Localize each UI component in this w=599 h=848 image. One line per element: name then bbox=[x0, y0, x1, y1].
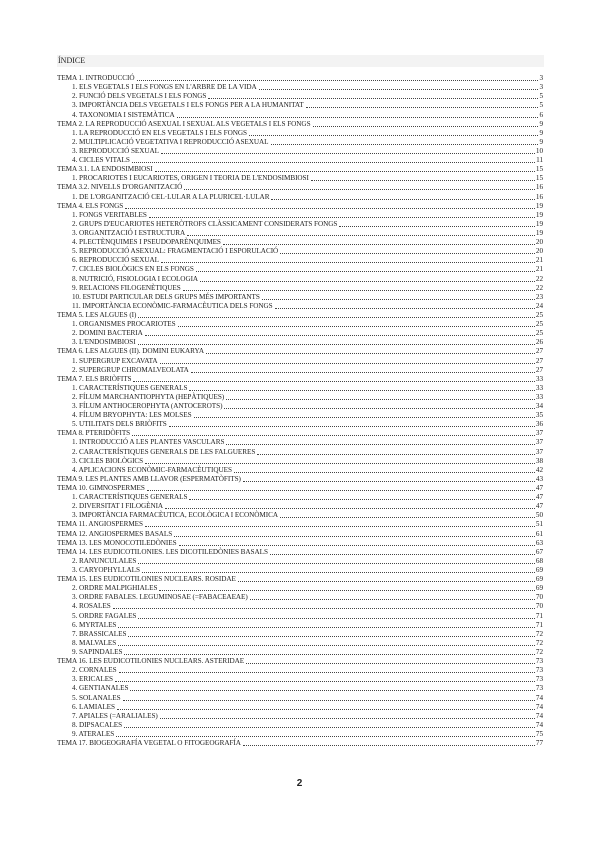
dot-leader bbox=[262, 299, 535, 300]
toc-chapter-entry[interactable] bbox=[57, 311, 543, 320]
toc-subentry[interactable] bbox=[57, 630, 543, 639]
toc-subentry[interactable] bbox=[57, 192, 543, 201]
toc-entry-title: 2. GRUPS D'EUCARIOTES HETERÒTROFS CLÀSSICAMENT CONSIDERATS FONGS bbox=[72, 219, 338, 228]
toc-subentry[interactable] bbox=[57, 693, 543, 702]
toc-chapter-entry[interactable] bbox=[57, 484, 543, 493]
toc-entry-page: 25 bbox=[535, 329, 543, 338]
toc-entry-page: 73 bbox=[535, 657, 543, 666]
dot-leader bbox=[123, 700, 535, 701]
toc-entry-page: 72 bbox=[535, 648, 543, 656]
dot-leader bbox=[128, 636, 534, 637]
toc-entry-title: 5. SOLANALES bbox=[72, 693, 121, 702]
toc-entry-title: 2. FÍLUM MARCHANTIOPHYTA (HEPÀTIQUES) bbox=[72, 392, 225, 401]
dot-leader bbox=[179, 545, 535, 546]
dot-leader bbox=[270, 554, 535, 555]
toc-entry-title: 4. GENTIANALES bbox=[72, 684, 129, 693]
toc-entry-page: 72 bbox=[535, 629, 543, 638]
dot-leader bbox=[124, 654, 534, 655]
toc-entry-title: 7. CICLES BIOLÒGICS EN ELS FONGS bbox=[72, 265, 194, 274]
toc-entry-title: 7. BRASSICALES bbox=[72, 629, 127, 638]
toc-entry-page: 19 bbox=[535, 201, 543, 210]
toc-entry-title: TEMA 6. LES ALGUES (II). DOMINI EUKARYA bbox=[57, 347, 204, 356]
dot-leader bbox=[142, 572, 535, 573]
toc-chapter-entry[interactable] bbox=[57, 375, 543, 384]
toc-entry-page: 5 bbox=[539, 101, 543, 110]
toc-entry-title: 2. ORDRE MALPIGHIALES bbox=[72, 584, 158, 593]
toc-subentry[interactable] bbox=[57, 584, 543, 593]
toc-entry-page: 47 bbox=[535, 502, 543, 511]
toc-chapter-entry[interactable] bbox=[57, 520, 543, 529]
toc-entry-page: 72 bbox=[535, 638, 543, 647]
toc-entry-page: 16 bbox=[535, 192, 543, 201]
toc-entry-title: TEMA 14. LES EUDICOTILONIES. LES DICOTILEDÒNIES BASALS bbox=[57, 547, 268, 556]
dot-leader bbox=[200, 281, 535, 282]
dot-leader bbox=[132, 435, 535, 436]
toc-subentry[interactable] bbox=[57, 247, 543, 256]
toc-subentry[interactable] bbox=[57, 320, 543, 329]
toc-subentry[interactable] bbox=[57, 566, 543, 575]
toc-subentry[interactable] bbox=[57, 274, 543, 283]
dot-leader bbox=[280, 517, 535, 518]
dot-leader bbox=[183, 290, 535, 291]
toc-subentry[interactable] bbox=[57, 211, 543, 220]
dot-leader bbox=[226, 399, 535, 400]
toc-entry-title: TEMA 7. ELS BRIÒFITS bbox=[57, 374, 132, 383]
toc-entry-page: 43 bbox=[535, 474, 543, 483]
toc-subentry[interactable] bbox=[57, 156, 543, 165]
toc-subentry[interactable] bbox=[57, 466, 543, 475]
toc-entry-title: 9. RELACIONS FILOGENÈTIQUES bbox=[72, 283, 181, 292]
toc-entry-title: 2. CORNALES bbox=[72, 666, 117, 675]
toc-entry-page: 21 bbox=[535, 256, 543, 265]
toc-subentry[interactable] bbox=[57, 557, 543, 566]
toc-entry-page: 19 bbox=[535, 210, 543, 219]
dot-leader bbox=[118, 645, 535, 646]
toc-entry-page: 9 bbox=[539, 119, 543, 128]
dot-leader bbox=[249, 135, 539, 136]
toc-subentry[interactable] bbox=[57, 174, 543, 183]
toc-entry-page: 27 bbox=[535, 347, 543, 356]
toc-entry-page: 61 bbox=[535, 529, 543, 538]
toc-entry-page: 70 bbox=[535, 602, 543, 611]
toc-subentry[interactable] bbox=[57, 402, 543, 411]
toc-subentry[interactable] bbox=[57, 92, 543, 101]
toc-entry-title: TEMA 1. INTRODUCCIÓ bbox=[57, 74, 135, 83]
dot-leader bbox=[137, 80, 539, 81]
toc-entry-title: TEMA 12. ANGIOSPERMES BASALS bbox=[57, 529, 173, 538]
toc-chapter-entry[interactable] bbox=[57, 120, 543, 129]
dot-leader bbox=[178, 326, 535, 327]
toc-entry-page: 34 bbox=[535, 402, 543, 411]
toc-entry-page: 74 bbox=[535, 702, 543, 711]
toc-subentry[interactable] bbox=[57, 220, 543, 229]
toc-subentry[interactable] bbox=[57, 502, 543, 511]
dot-leader bbox=[118, 627, 535, 628]
toc-entry-title: 3. CICLES BIOLÒGICS bbox=[72, 456, 144, 465]
toc-subentry[interactable] bbox=[57, 721, 543, 730]
dot-leader bbox=[187, 235, 535, 236]
toc-entry-title: 5. UTILITATS DELS BRIÒFITS bbox=[72, 420, 167, 429]
dot-leader bbox=[145, 335, 535, 336]
toc-entry-page: 73 bbox=[535, 666, 543, 675]
toc-entry-title: 3. ORGANITZACIÓ I ESTRUCTURA bbox=[72, 228, 186, 237]
toc-chapter-entry[interactable] bbox=[57, 74, 543, 83]
page-number: 2 bbox=[296, 778, 303, 789]
dot-leader bbox=[339, 226, 535, 227]
toc-subentry[interactable] bbox=[57, 366, 543, 375]
toc-subentry[interactable] bbox=[57, 284, 543, 293]
toc-subentry[interactable] bbox=[57, 256, 543, 265]
toc-entry-title: 3. ERICALES bbox=[72, 675, 113, 684]
toc-entry-title: 1. CARACTERÍSTIQUES GENERALS bbox=[72, 383, 188, 392]
dot-leader bbox=[155, 171, 535, 172]
dot-leader bbox=[194, 417, 535, 418]
toc-subentry[interactable] bbox=[57, 411, 543, 420]
toc-entry-page: 15 bbox=[535, 174, 543, 183]
toc-subentry[interactable] bbox=[57, 730, 543, 739]
toc-entry-title: TEMA 15. LES EUDICOTILONIES NUCLEARS. ROSIDAE bbox=[57, 575, 236, 584]
toc-entry-title: 4. APLICACIONS ECONÒMIC-FARMACÈUTIQUES bbox=[72, 465, 232, 474]
toc-entry-page: 47 bbox=[535, 493, 543, 502]
toc-chapter-entry[interactable] bbox=[57, 575, 543, 584]
dot-leader bbox=[189, 499, 535, 500]
toc-entry-page: 3 bbox=[539, 74, 543, 83]
toc-entry-page: 42 bbox=[535, 465, 543, 474]
dot-leader bbox=[174, 536, 535, 537]
toc-chapter-entry[interactable] bbox=[57, 548, 543, 557]
toc-chapter-entry[interactable] bbox=[57, 202, 543, 211]
toc-entry-page: 33 bbox=[535, 392, 543, 401]
dot-leader bbox=[226, 444, 535, 445]
dot-leader bbox=[271, 144, 539, 145]
toc-entry-title: TEMA 2. LA REPRODUCCIÓ ASEXUAL I SEXUAL ALS VEGETALS I ELS FONGS bbox=[57, 119, 311, 128]
toc-entry-title: TEMA 10. GIMNOSPERMES bbox=[57, 484, 145, 493]
toc-subentry[interactable] bbox=[57, 593, 543, 602]
toc-subentry[interactable] bbox=[57, 101, 543, 110]
toc-entry-page: 3 bbox=[539, 83, 543, 92]
dot-leader bbox=[161, 153, 535, 154]
dot-leader bbox=[138, 344, 535, 345]
toc-entry-page: 77 bbox=[535, 739, 543, 748]
toc-entry-page: 26 bbox=[535, 338, 543, 347]
toc-entry-page: 25 bbox=[535, 310, 543, 319]
toc-entry-title: 1. INTRODUCCIÓ A LES PLANTES VASCULARS bbox=[72, 438, 225, 447]
toc-entry-page: 25 bbox=[535, 320, 543, 329]
toc-entry-title: 3. IMPORTÀNCIA FARMACÈUTICA, ECOLÒGICA I ECONÒMICA bbox=[72, 511, 278, 520]
toc-subentry[interactable] bbox=[57, 621, 543, 630]
toc-entry-page: 22 bbox=[535, 274, 543, 283]
toc-entry-page: 11 bbox=[536, 156, 543, 165]
toc-subentry[interactable] bbox=[57, 666, 543, 675]
dot-leader bbox=[257, 454, 535, 455]
dot-leader bbox=[169, 426, 535, 427]
toc-subentry[interactable] bbox=[57, 511, 543, 520]
toc-entry-page: 63 bbox=[535, 538, 543, 547]
toc-entry-title: 4. PLECTÈNQUIMES I PSEUDOPARÈNQUIMES bbox=[72, 238, 221, 247]
toc-entry-title: TEMA 3.1. LA ENDOSIMBIOSI bbox=[57, 165, 153, 174]
toc-entry-title: 8. DIPSACALES bbox=[72, 720, 123, 729]
toc-entry-title: 3. REPRODUCCIÓ SEXUAL bbox=[72, 146, 160, 155]
toc-entry-page: 47 bbox=[535, 484, 543, 493]
toc-entry-page: 15 bbox=[535, 165, 543, 174]
dot-leader bbox=[238, 581, 535, 582]
toc-entry-page: 68 bbox=[535, 556, 543, 565]
toc-entry-page: 71 bbox=[535, 620, 543, 629]
toc-entry-title: 2. DOMINI BACTERIA bbox=[72, 329, 143, 338]
dot-leader bbox=[113, 608, 535, 609]
toc-entry-page: 74 bbox=[535, 693, 543, 702]
toc-subentry[interactable] bbox=[57, 238, 543, 247]
toc-entry-page: 36 bbox=[535, 420, 543, 429]
dot-leader bbox=[160, 363, 535, 364]
toc-entry-page: 35 bbox=[535, 411, 543, 420]
toc-entry-title: 4. ROSALES bbox=[72, 602, 111, 611]
dot-leader bbox=[223, 244, 535, 245]
toc-entry-title: 5. REPRODUCCIÓ ASEXUAL: FRAGMENTACIÓ I ESPORULACIÓ bbox=[72, 247, 279, 256]
toc-entry-page: 20 bbox=[535, 247, 543, 256]
dot-leader bbox=[311, 180, 535, 181]
toc-entry-page: 24 bbox=[535, 301, 543, 310]
toc-entry-page: 6 bbox=[539, 110, 543, 119]
toc-entry-page: 19 bbox=[535, 228, 543, 237]
toc-subentry[interactable] bbox=[57, 110, 543, 119]
toc-entry-page: 20 bbox=[535, 238, 543, 247]
dot-leader bbox=[138, 563, 535, 564]
toc-subentry[interactable] bbox=[57, 265, 543, 274]
dot-leader bbox=[161, 262, 535, 263]
dot-leader bbox=[145, 526, 535, 527]
toc-entry-title: 1. ELS VEGETALS I ELS FONGS EN L'ARBRE DE LA VIDA bbox=[72, 83, 257, 92]
toc-entry-page: 19 bbox=[535, 219, 543, 228]
toc-entry-page: 22 bbox=[535, 283, 543, 292]
toc-entry-page: 10 bbox=[535, 146, 543, 155]
toc-chapter-entry[interactable] bbox=[57, 657, 543, 666]
toc-subentry[interactable] bbox=[57, 338, 543, 347]
toc-entry-title: 8. MALVALES bbox=[72, 638, 117, 647]
toc-entry-page: 9 bbox=[539, 128, 543, 137]
toc-entry-title: 2. DIVERSITAT I FILOGÈNIA bbox=[72, 502, 164, 511]
toc-entry-title: 2. RANUNCULALES bbox=[72, 556, 137, 565]
toc-entry-title: 7. APIALES (=ARALIALES) bbox=[72, 711, 158, 720]
toc-entry-page: 27 bbox=[535, 356, 543, 365]
toc-entry-title: 3. L'ENDOSIMBIOSI bbox=[72, 338, 136, 347]
toc-entry-page: 16 bbox=[535, 183, 543, 192]
dot-leader bbox=[208, 98, 538, 99]
toc-entry-title: 5. ORDRE FAGALES bbox=[72, 611, 137, 620]
toc-entry-page: 38 bbox=[535, 456, 543, 465]
toc-entry-title: 6. MYRTALES bbox=[72, 620, 117, 629]
toc-chapter-entry[interactable] bbox=[57, 183, 543, 192]
toc-entry-title: 11. IMPORTÀNCIA ECONÒMIC-FARMACÈUTICA DELS FONGS bbox=[72, 301, 273, 310]
toc-entry-title: 1. ORGANISMES PROCARIOTES bbox=[72, 320, 176, 329]
toc-entry-page: 51 bbox=[535, 520, 543, 529]
toc-entry-title: TEMA 9. LES PLANTES AMB LLAVOR (ESPERMATÒFITS) bbox=[57, 474, 241, 483]
dot-leader bbox=[138, 317, 535, 318]
dot-leader bbox=[145, 463, 535, 464]
toc-entry-page: 5 bbox=[539, 92, 543, 101]
dot-leader bbox=[196, 271, 535, 272]
toc-entry-title: TEMA 4. ELS FONGS bbox=[57, 201, 124, 210]
toc-entry-title: 2. CARACTERÍSTIQUES GENERALS DE LES FALGUERES bbox=[72, 447, 256, 456]
toc-entry-title: 2. MULTIPLICACIÓ VEGETATIVA I REPRODUCCIÓ ASEXUAL bbox=[72, 137, 269, 146]
toc-subentry[interactable] bbox=[57, 493, 543, 502]
toc-entry-page: 69 bbox=[535, 575, 543, 584]
toc-entry-page: 27 bbox=[535, 365, 543, 374]
toc-entry-title: 1. CARACTERÍSTIQUES GENERALS bbox=[72, 493, 188, 502]
dot-leader bbox=[147, 490, 535, 491]
toc-subentry[interactable] bbox=[57, 648, 543, 657]
toc-entry-page: 37 bbox=[535, 429, 543, 438]
dot-leader bbox=[116, 736, 535, 737]
toc-entry-title: 4. FÍLUM BRYOPHYTA: LES MOLSES bbox=[72, 411, 192, 420]
toc-entry-title: 9. SAPINDALES bbox=[72, 648, 123, 656]
toc-entry-page: 69 bbox=[535, 584, 543, 593]
dot-leader bbox=[125, 208, 535, 209]
toc-entry-title: TEMA 11. ANGIOSPERMES bbox=[57, 520, 143, 529]
toc-entry-title: TEMA 17. BIOGEOGRAFÍA VEGETAL O FITOGEOGRAFÍA bbox=[57, 739, 241, 748]
toc-entry-title: 1. PROCARIOTES I EUCARIOTES, ORIGEN I TEORIA DE L'ENDOSIMBIOSI bbox=[72, 174, 309, 183]
toc-entry-title: 9. ATERALES bbox=[72, 729, 115, 738]
toc-subentry[interactable] bbox=[57, 384, 543, 393]
toc-entry-page: 37 bbox=[535, 438, 543, 447]
toc-entry-title: 1. DE L'ORGANITZACIÓ CEL·LULAR A LA PLURICEL·LULAR bbox=[72, 192, 270, 201]
toc-subentry[interactable] bbox=[57, 675, 543, 684]
toc-subentry[interactable] bbox=[57, 83, 543, 92]
toc-chapter-entry[interactable] bbox=[57, 529, 543, 538]
toc-entry-page: 71 bbox=[535, 611, 543, 620]
toc-entry-title: 6. REPRODUCCIÓ SEXUAL bbox=[72, 256, 160, 265]
toc-entry-title: 3. IMPORTÀNCIA DELS VEGETALS I ELS FONGS PER A LA HUMANITAT bbox=[72, 101, 304, 110]
toc-entry-page: 70 bbox=[535, 593, 543, 602]
toc-subentry[interactable] bbox=[57, 457, 543, 466]
dot-leader bbox=[130, 690, 535, 691]
toc-subentry[interactable] bbox=[57, 129, 543, 138]
toc-entry-title: 4. TAXONOMIA I SISTEMÀTICA bbox=[72, 110, 175, 119]
toc-subentry[interactable] bbox=[57, 356, 543, 365]
toc-entry-title: TEMA 3.2. NIVELLS D'ORGANITZACIÓ bbox=[57, 183, 183, 192]
dot-leader bbox=[133, 381, 534, 382]
dot-leader bbox=[250, 599, 535, 600]
toc-chapter-entry[interactable] bbox=[57, 539, 543, 548]
dot-leader bbox=[117, 709, 535, 710]
toc-entry-title: 4. CICLES VITALS bbox=[72, 156, 130, 165]
toc-entry-title: TEMA 13. LES MONOCOTILEDÒNIES bbox=[57, 538, 177, 547]
toc-entry-title: TEMA 5. LES ALGUES (I) bbox=[57, 310, 137, 319]
toc-entry-title: 10. ESTUDI PARTICULAR DELS GRUPS MÉS IMPORTANTS bbox=[72, 292, 260, 301]
dot-leader bbox=[275, 308, 535, 309]
toc-entry-title: 1. SUPERGRUP EXCAVATA bbox=[72, 356, 158, 365]
toc-entry-page: 33 bbox=[535, 374, 543, 383]
toc-subentry[interactable] bbox=[57, 147, 543, 156]
toc-chapter-entry[interactable] bbox=[57, 475, 543, 484]
toc-entry-title: 1. FONGS VERITABLES bbox=[72, 210, 147, 219]
toc-subentry[interactable] bbox=[57, 438, 543, 447]
toc-entry-title: 1. LA REPRODUCCIÓ EN ELS VEGETALS I ELS FONGS bbox=[72, 128, 247, 137]
dot-leader bbox=[271, 199, 534, 200]
toc-entry-page: 50 bbox=[535, 511, 543, 520]
toc-chapter-entry[interactable] bbox=[57, 429, 543, 438]
table-of-contents bbox=[57, 74, 543, 748]
toc-entry-title: 3. FÍLUM ANTHOCEROPHYTA (ANTOCEROTS) bbox=[72, 402, 223, 411]
dot-leader bbox=[119, 672, 535, 673]
toc-subentry[interactable] bbox=[57, 302, 543, 311]
toc-entry-page: 75 bbox=[535, 729, 543, 738]
toc-entry-title: TEMA 8. PTERIDÒFITS bbox=[57, 429, 131, 438]
dot-leader bbox=[177, 117, 539, 118]
toc-subentry[interactable] bbox=[57, 229, 543, 238]
dot-leader bbox=[191, 372, 535, 373]
toc-entry-page: 37 bbox=[535, 447, 543, 456]
dot-leader bbox=[184, 189, 535, 190]
dot-leader bbox=[115, 681, 535, 682]
dot-leader bbox=[280, 253, 535, 254]
toc-subentry[interactable] bbox=[57, 684, 543, 693]
toc-entry-title: 3. ORDRE FABALES. LEGUMINOSAE (=FABACEAEAE) bbox=[72, 593, 248, 602]
dot-leader bbox=[243, 481, 535, 482]
toc-chapter-entry[interactable] bbox=[57, 165, 543, 174]
toc-entry-page: 74 bbox=[535, 711, 543, 720]
toc-subentry[interactable] bbox=[57, 712, 543, 721]
dot-leader bbox=[306, 107, 539, 108]
dot-leader bbox=[159, 590, 535, 591]
toc-entry-page: 9 bbox=[539, 137, 543, 146]
dot-leader bbox=[132, 162, 535, 163]
toc-subentry[interactable] bbox=[57, 420, 543, 429]
toc-subentry[interactable] bbox=[57, 611, 543, 620]
toc-subentry[interactable] bbox=[57, 329, 543, 338]
dot-leader bbox=[149, 217, 535, 218]
toc-chapter-entry[interactable] bbox=[57, 347, 543, 356]
toc-subentry[interactable] bbox=[57, 138, 543, 147]
dot-leader bbox=[243, 745, 535, 746]
dot-leader bbox=[189, 390, 535, 391]
toc-entry-title: 6. LAMIALES bbox=[72, 702, 115, 711]
toc-entry-page: 21 bbox=[535, 265, 543, 274]
toc-entry-title: 2. SUPERGRUP CHROMALVEOLATA bbox=[72, 365, 189, 374]
toc-subentry[interactable] bbox=[57, 447, 543, 456]
toc-entry-title: TEMA 16. LES EUDICOTILONIES NUCLEARS. ASTERIDAE bbox=[57, 657, 245, 666]
dot-leader bbox=[259, 89, 539, 90]
toc-chapter-entry[interactable] bbox=[57, 739, 543, 748]
toc-subentry[interactable] bbox=[57, 703, 543, 712]
toc-entry-page: 23 bbox=[535, 292, 543, 301]
toc-entry-page: 73 bbox=[535, 675, 543, 684]
dot-leader bbox=[165, 508, 535, 509]
toc-subentry[interactable] bbox=[57, 293, 543, 302]
dot-leader bbox=[246, 663, 535, 664]
page-heading: ÍNDICE bbox=[57, 55, 544, 67]
toc-entry-title: 8. NUTRICIÓ, FISIOLOGIA I ECOLOGIA bbox=[72, 274, 199, 283]
toc-subentry[interactable] bbox=[57, 639, 543, 648]
dot-leader bbox=[313, 126, 539, 127]
dot-leader bbox=[160, 718, 535, 719]
dot-leader bbox=[124, 727, 535, 728]
dot-leader bbox=[138, 618, 535, 619]
dot-leader bbox=[234, 472, 535, 473]
dot-leader bbox=[206, 353, 535, 354]
toc-entry-page: 33 bbox=[535, 383, 543, 392]
toc-entry-title: 3. CARYOPHYLLALS bbox=[72, 566, 140, 575]
toc-entry-page: 67 bbox=[535, 547, 543, 556]
toc-subentry[interactable] bbox=[57, 393, 543, 402]
toc-entry-page: 69 bbox=[535, 566, 543, 575]
toc-entry-page: 74 bbox=[535, 720, 543, 729]
dot-leader bbox=[224, 408, 534, 409]
toc-entry-page: 73 bbox=[535, 684, 543, 693]
toc-entry-title: 2. FUNCIÓ DELS VEGETALS I ELS FONGS bbox=[72, 92, 207, 101]
toc-subentry[interactable] bbox=[57, 602, 543, 611]
